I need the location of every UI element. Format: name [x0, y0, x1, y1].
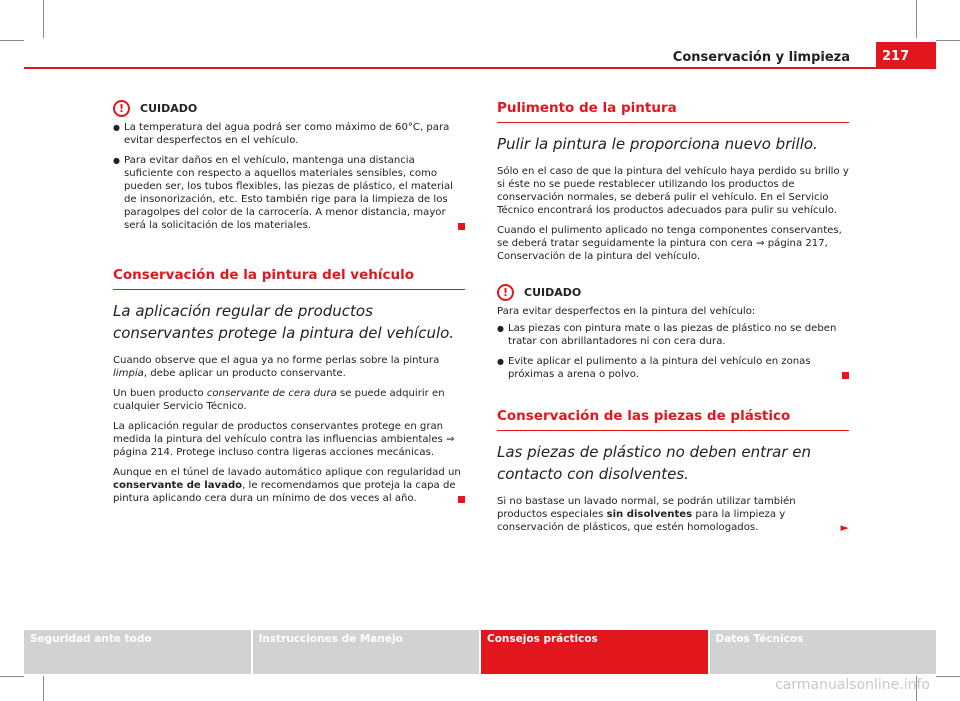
crop-mark [0, 40, 24, 41]
watermark: carmanualsonline.info [775, 677, 930, 693]
right-column [497, 100, 849, 541]
crop-mark [0, 676, 24, 677]
tab-consejos[interactable]: Consejos prácticos [481, 630, 708, 674]
paragraph: La aplicación regular de productos conservantes protege en gran medida la pintura del vehículo contra las influencias ambientales ⇒ página 214. Protege incluso contra ligeras acciones mecánicas. [113, 421, 455, 458]
caution-item: ● Las piezas con pintura mate o las piezas de plástico no se deben tratar con abrillantadores ni con cera dura. [497, 322, 849, 348]
caution-label: CUIDADO [140, 102, 198, 115]
caution-heading [113, 100, 465, 117]
crop-mark [43, 0, 44, 38]
crop-mark [936, 676, 960, 677]
left-column [113, 100, 465, 512]
caution-item: ● Para evitar daños en el vehículo, mantenga una distancia suficiente con respecto a aquellos materiales sensibles, como pueden ser, los tubos flexibles, las piezas de plástico, el material de insonorización, etc. Esto también rige para la limpieza de los paragolpes del color de la carrocería. A menor distancia, mayor será la solicitación de los materiales. [113, 154, 465, 232]
section-lead: Las piezas de plástico no deben entrar en contacto con disolventes. [497, 443, 812, 483]
paragraph: Si no bastase un lavado normal, se podrán utilizar también productos especiales sin disolventes para la limpieza y conservación de plásticos, que estén homologados. ► [497, 496, 849, 534]
warning-icon: ! [497, 284, 514, 301]
section-title: Conservación de la pintura del vehículo [113, 267, 465, 290]
section-end-icon [458, 496, 465, 503]
section-end-icon [842, 372, 849, 379]
tab-seguridad[interactable]: Seguridad ante todo [24, 630, 251, 674]
page-header-title: Conservación y limpieza [672, 50, 850, 65]
continue-arrow-icon: ► [840, 521, 849, 534]
paragraph: Sólo en el caso de que la pintura del vehículo haya perdido su brillo y si éste no se puede restablecer utilizando los productos de conservación normales, se deberá pulir el vehículo. En el Servicio Técnico encontrará los productos adecuados para pulir su vehículo. [497, 166, 849, 216]
header-rule [24, 67, 936, 69]
paragraph: Cuando el pulimento aplicado no tenga componentes conservantes, se deberá tratar seguidamente la pintura con cera ⇒ página 217, Conservación de la pintura del vehículo. [497, 225, 842, 262]
crop-mark [916, 0, 917, 38]
section-lead: La aplicación regular de productos conservantes protege la pintura del vehículo. [113, 302, 455, 342]
caution-intro: Para evitar desperfectos en la pintura del vehículo: [497, 306, 756, 317]
tab-instrucciones[interactable]: Instrucciones de Manejo [253, 630, 480, 674]
section-lead: Pulir la pintura le proporciona nuevo brillo. [497, 135, 818, 153]
caution-item: ● Evite aplicar el pulimento a la pintura del vehículo en zonas próximas a arena o polvo. [497, 355, 849, 381]
section-end-icon [458, 223, 465, 230]
chapter-tabs [24, 630, 936, 674]
crop-mark [936, 40, 960, 41]
caution-heading [497, 284, 849, 301]
warning-icon: ! [113, 100, 130, 117]
paragraph: Cuando observe que el agua ya no forme perlas sobre la pintura limpia, debe aplicar un producto conservante. [113, 355, 440, 379]
caution-label: CUIDADO [524, 286, 582, 299]
page-number: 217 [876, 42, 936, 68]
paragraph: Aunque en el túnel de lavado automático aplique con regularidad un conservante de lavado, le recomendamos que proteja la capa de pintura aplicando cera dura un mínimo de dos veces al año. [113, 466, 465, 505]
section-title: Pulimento de la pintura [497, 100, 849, 123]
crop-mark [43, 676, 44, 701]
caution-item: ● La temperatura del agua podrá ser como máximo de 60°C, para evitar desperfectos en el vehículo. [113, 121, 465, 147]
tab-datos[interactable]: Datos Técnicos [710, 630, 937, 674]
section-title: Conservación de las piezas de plástico [497, 408, 849, 431]
paragraph: Un buen producto conservante de cera dura se puede adquirir en cualquier Servicio Técnico. [113, 388, 445, 412]
